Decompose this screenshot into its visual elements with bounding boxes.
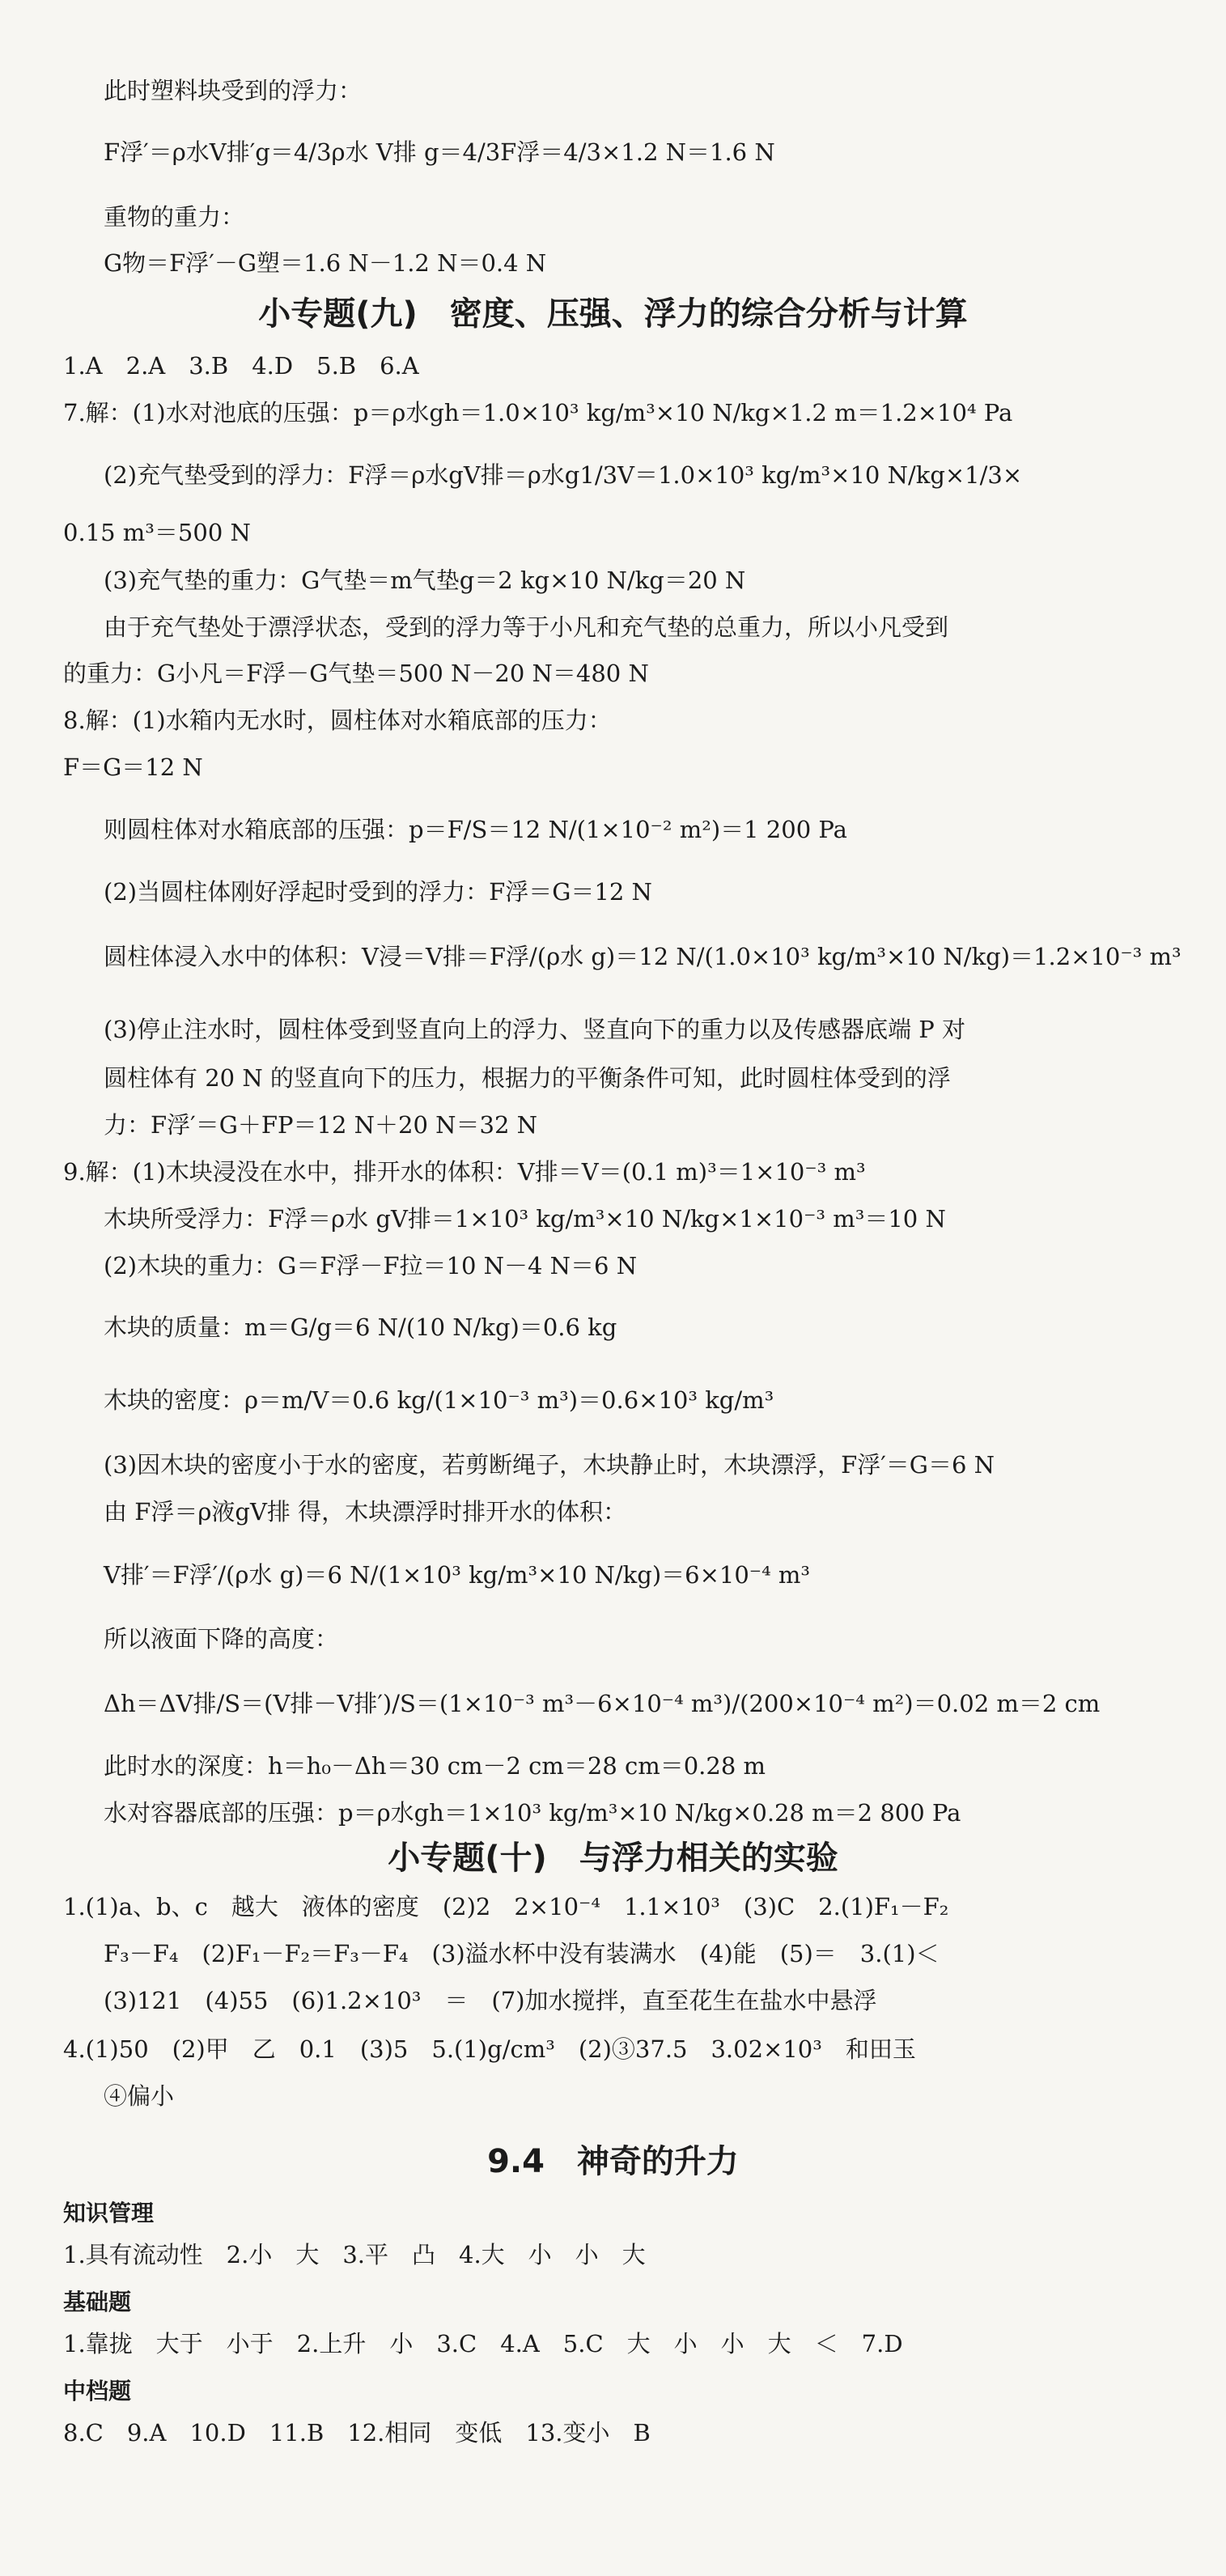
q9-line: 9.解：(1)木块浸没在水中，排开水的体积：V排＝V＝(0.1 m)³＝1×10⁻³ m³ xyxy=(63,1158,866,1186)
q8-line: 则圆柱体对水箱底部的压强：p＝F/S＝12 N/(1×10⁻² m²)＝1 200 Pa xyxy=(104,816,847,843)
q8-line: (3)停止注水时，圆柱体受到竖直向上的浮力、竖直向下的重力以及传感器底端 P 对 xyxy=(104,1016,966,1043)
q8-line: 圆柱体浸入水中的体积：V浸＝V排＝F浮/(ρ水 g)＝12 N/(1.0×10³ kg/m³×10 N/kg)＝1.2×10⁻³ m³ xyxy=(104,943,1181,970)
q7-line: (3)充气垫的重力：G气垫＝m气垫g＝2 kg×10 N/kg＝20 N xyxy=(104,567,746,594)
q8-line: F＝G＝12 N xyxy=(63,753,203,781)
subsection-heading: 基础题 xyxy=(63,2289,132,2315)
q9-line: 木块所受浮力：F浮＝ρ水 gV排＝1×10³ kg/m³×10 N/kg×1×10⁻³ m³＝10 N xyxy=(104,1205,946,1233)
answer-line: 8.C 9.A 10.D 11.B 12.相同 变低 13.变小 B xyxy=(63,2419,651,2447)
experiment-line: F₃－F₄ (2)F₁－F₂＝F₃－F₄ (3)溢水杯中没有装满水 (4)能 (5)＝ 3.(1)＜ xyxy=(104,1940,940,1967)
q9-line: Δh＝ΔV排/S＝(V排－V排′)/S＝(1×10⁻³ m³－6×10⁻⁴ m³)/(200×10⁻⁴ m²)＝0.02 m＝2 cm xyxy=(104,1690,1101,1717)
q9-line: 所以液面下降的高度： xyxy=(104,1625,339,1653)
q9-line: 此时水的深度：h＝h₀－Δh＝30 cm－2 cm＝28 cm＝0.28 m xyxy=(104,1752,766,1780)
answer-line: 1.A 2.A 3.B 4.D 5.B 6.A xyxy=(63,352,419,380)
q7-line: 的重力：G小凡＝F浮－G气垫＝500 N－20 N＝480 N xyxy=(63,660,649,687)
answer-line: 1.靠拢 大于 小于 2.上升 小 3.C 4.A 5.C 大 小 小 大 ＜ 7.D xyxy=(63,2330,903,2357)
q9-line: (3)因木块的密度小于水的密度，若剪断绳子，木块静止时，木块漂浮，F浮′＝G＝6 N xyxy=(104,1451,995,1479)
section-title: 小专题(十) 与浮力相关的实验 xyxy=(388,1840,838,1877)
experiment-line: ④偏小 xyxy=(104,2082,175,2110)
q9-line: (2)木块的重力：G＝F浮－F拉＝10 N－4 N＝6 N xyxy=(104,1252,638,1280)
q7-line: (2)充气垫受到的浮力：F浮＝ρ水gV排＝ρ水g1/3V＝1.0×10³ kg/m³×10 N/kg×1/3× xyxy=(104,461,1023,489)
q8-line: 8.解：(1)水箱内无水时，圆柱体对水箱底部的压力： xyxy=(63,707,612,734)
subsection-heading: 中档题 xyxy=(63,2378,132,2404)
text-line: 此时塑料块受到的浮力： xyxy=(104,77,363,104)
section-title: 小专题(九) 密度、压强、浮力的综合分析与计算 xyxy=(258,295,968,333)
q8-line: 力：F浮′＝G＋FP＝12 N＋20 N＝32 N xyxy=(104,1111,537,1139)
q8-line: (2)当圆柱体刚好浮起时受到的浮力：F浮＝G＝12 N xyxy=(104,878,652,906)
q8-line: 圆柱体有 20 N 的竖直向下的压力，根据力的平衡条件可知，此时圆柱体受到的浮 xyxy=(104,1064,951,1092)
answer-line: 1.具有流动性 2.小 大 3.平 凸 4.大 小 小 大 xyxy=(63,2241,646,2268)
q9-line: 水对容器底部的压强：p＝ρ水gh＝1×10³ kg/m³×10 N/kg×0.28 m＝2 800 Pa xyxy=(104,1799,961,1827)
formula-line: F浮′＝ρ水V排′g＝4/3ρ水 V排 g＝4/3F浮＝4/3×1.2 N＝1.6 N xyxy=(104,138,775,166)
q7-line: 0.15 m³＝500 N xyxy=(63,519,251,546)
experiment-line: 4.(1)50 (2)甲 乙 0.1 (3)5 5.(1)g/cm³ (2)③37.5 3.02×10³ 和田玉 xyxy=(63,2035,916,2063)
formula-line: G物＝F浮′－G塑＝1.6 N－1.2 N＝0.4 N xyxy=(104,249,547,277)
q7-line: 由于充气垫处于漂浮状态，受到的浮力等于小凡和充气垫的总重力，所以小凡受到 xyxy=(104,613,949,641)
section-title: 9.4 神奇的升力 xyxy=(487,2143,739,2180)
experiment-line: 1.(1)a、b、c 越大 液体的密度 (2)2 2×10⁻⁴ 1.1×10³ (3)C 2.(1)F₁－F₂ xyxy=(63,1893,949,1920)
text-line: 重物的重力： xyxy=(104,203,245,231)
q9-line: 木块的质量：m＝G/g＝6 N/(10 N/kg)＝0.6 kg xyxy=(104,1313,617,1341)
subsection-heading: 知识管理 xyxy=(63,2200,155,2226)
q7-line: 7.解：(1)水对池底的压强：p＝ρ水gh＝1.0×10³ kg/m³×10 N/kg×1.2 m＝1.2×10⁴ Pa xyxy=(63,399,1013,427)
q9-line: 由 F浮＝ρ液gV排 得，木块漂浮时排开水的体积： xyxy=(104,1498,627,1526)
q9-line: V排′＝F浮′/(ρ水 g)＝6 N/(1×10³ kg/m³×10 N/kg)＝6×10⁻⁴ m³ xyxy=(104,1561,811,1589)
q9-line: 木块的密度：ρ＝m/V＝0.6 kg/(1×10⁻³ m³)＝0.6×10³ kg/m³ xyxy=(104,1386,774,1414)
experiment-line: (3)121 (4)55 (6)1.2×10³ ＝ (7)加水搅拌，直至花生在盐水中悬浮 xyxy=(104,1987,877,2014)
